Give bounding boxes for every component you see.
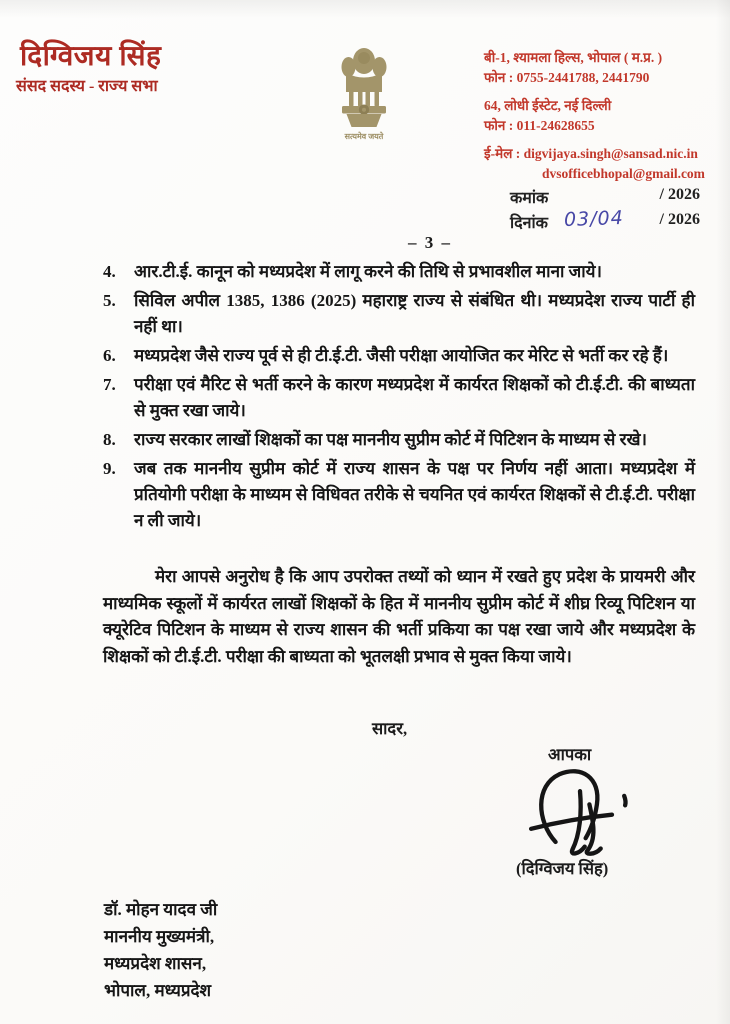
- point-text: परीक्षा एवं मैरिट से भर्ती करने के कारण मध्यप्रदेश में कार्यरत शिक्षकों को टी.ई.टी. की बाध्यता से मुक्त रखा जाये।: [134, 375, 695, 420]
- ref-date-year: / 2026: [659, 211, 700, 228]
- point-number: 4.: [103, 262, 116, 281]
- spacer: [484, 88, 705, 96]
- sender-name: दिग्विजय सिंह: [20, 41, 162, 72]
- addressee-org: मध्यप्रदेश शासन,: [104, 954, 207, 973]
- handwritten-date: 03/04: [563, 206, 625, 232]
- point-text: राज्य सरकार लाखों शिक्षकों का पक्ष माननीय सुप्रीम कोर्ट में पिटिशन के माध्यम से रखे।: [134, 430, 647, 449]
- sender-designation: संसद सदस्य - राज्य सभा: [16, 78, 158, 95]
- point-number: 9.: [103, 459, 116, 478]
- list-item: [103, 427, 695, 453]
- delhi-phone: फोन : 011-24628655: [484, 118, 595, 133]
- bhopal-phone: फोन : 0755-2441788, 2441790: [484, 70, 650, 85]
- closing-paragraph: मेरा आपसे अनुरोध है कि आप उपरोक्त तथ्यों को ध्यान में रखते हुए प्रदेश के प्रायमरी और माध्यमिक स्कूलों में कार्यरत लाखों शिक्षकों के हित में माननीय सुप्रीम कोर्ट में शीघ्र रिव्यू पिटिशन या क्यूरेटिव पिटिशन के माध्यम से राज्य शासन की भर्ती प्रकिया का पक्ष रखा जाये और मध्यप्रदेश के शिक्षकों को टी.ई.टी. परीक्षा की बाध्यता को भूतलक्षी प्रभाव से मुक्त किया जाये।: [103, 567, 695, 666]
- list-item: [103, 259, 695, 285]
- contact-block: [484, 48, 705, 184]
- emblem-motto: सत्यमेव जयते: [344, 132, 384, 141]
- list-item: [103, 372, 695, 424]
- spacer: [484, 136, 705, 144]
- email-line-2: dvsofficebhopal@gmail.com: [542, 166, 705, 181]
- national-emblem-of-india-icon: [328, 46, 400, 142]
- list-item: [103, 456, 695, 534]
- ref-block: [510, 186, 700, 236]
- point-number: 8.: [103, 430, 116, 449]
- list-item: [103, 343, 695, 369]
- addressee-name: डॉ. मोहन यादव जी: [104, 900, 218, 919]
- point-number: 5.: [103, 291, 116, 310]
- bhopal-address: बी-1, श्यामला हिल्स, भोपाल ( म.प्र. ): [484, 50, 663, 65]
- point-number: 7.: [103, 375, 116, 394]
- ref-number-year: / 2026: [659, 186, 700, 203]
- point-text: मध्यप्रदेश जैसे राज्य पूर्व से ही टी.ई.टी. जैसी परीक्षा आयोजित कर मेरिट से भर्ती कर रहे हैं।: [134, 346, 669, 365]
- regards-text: सादर,: [372, 719, 408, 738]
- point-text: आर.टी.ई. कानून को मध्यप्रदेश में लागू करने की तिथि से प्रभावशील माना जाये।: [134, 262, 602, 281]
- point-number: 6.: [103, 346, 116, 365]
- email-line-1: ई-मेल : digvijaya.singh@sansad.nic.in: [484, 146, 698, 161]
- addressee-block: [104, 896, 217, 1004]
- yours-text: आपका: [548, 745, 592, 764]
- scan-shading: [0, 0, 730, 18]
- signatory-name: (दिग्विजय सिंह): [516, 859, 609, 878]
- point-text: जब तक माननीय सुप्रीम कोर्ट में राज्य शासन के पक्ष पर निर्णय नहीं आता। मध्यप्रदेश में प्रतियोगी परीक्षा के माध्यम से विधिवत तरीके से चयनित एवं कार्यरत शिक्षकों से टी.ई.टी. परीक्षा न ली जाये।: [134, 459, 695, 530]
- handwritten-signature-icon: [524, 763, 636, 862]
- delhi-address: 64, लोधी ईस्टेट, नई दिल्ली: [484, 98, 612, 113]
- list-item: [103, 288, 695, 340]
- point-text: सिविल अपील 1385, 1386 (2025) महाराष्ट्र राज्य से संबंधित थी। मध्यप्रदेश राज्य पार्टी ही नहीं था।: [134, 291, 695, 336]
- ref-number-label: कमांक: [510, 190, 549, 207]
- addressee-title: माननीय मुख्यमंत्री,: [104, 927, 215, 946]
- ashoka-lion-capital-icon: [333, 46, 395, 130]
- ref-date-label: दिनांक: [510, 215, 548, 232]
- points-list: [103, 259, 695, 537]
- scan-shading: [716, 0, 730, 1024]
- addressee-city: भोपाल, मध्यप्रदेश: [104, 981, 212, 1000]
- page-number: – 3 –: [408, 233, 452, 252]
